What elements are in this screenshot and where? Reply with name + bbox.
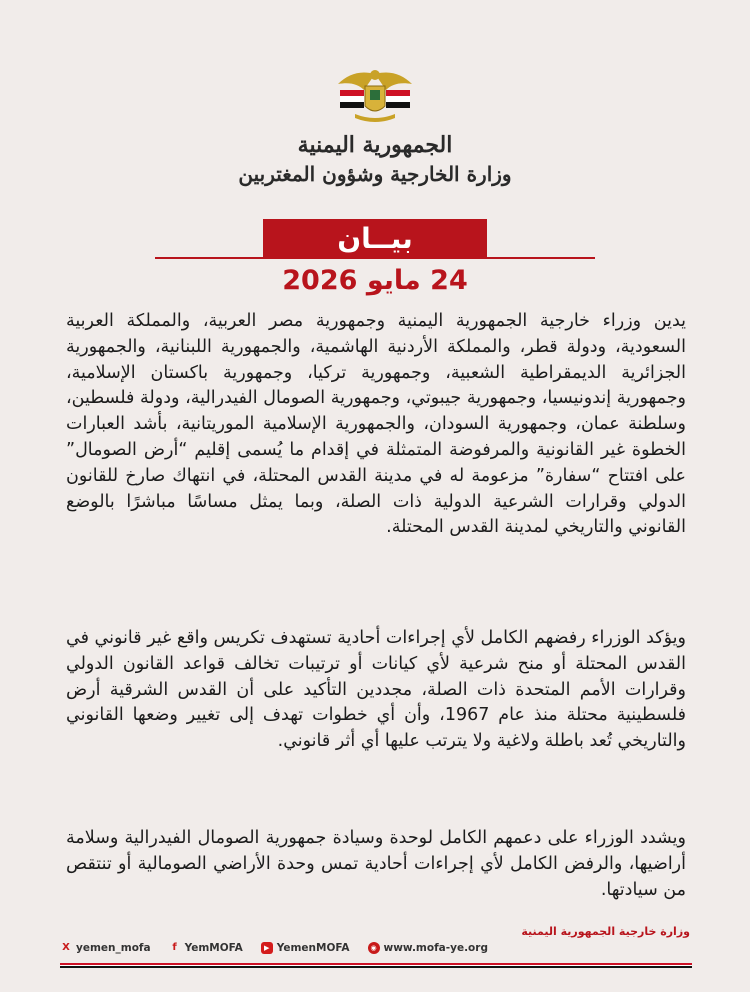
paragraph-text: يدين وزراء خارجية الجمهورية اليمنية وجمهورية مصر العربية، والمملكة العربية السعودية، ودولة قطر، والمملكة الأردنية الهاشمية، والجمهورية اللبنانية، والجمهورية الجزائرية الديمقراطية الشعبية، وجمهورية تركيا، وجمهورية باكستان الإسلامية، وجمهورية إندونيسيا، وجمهورية جيبوتي، وجمهورية الصومال الفيدرالية، ودولة فلسطين، وسلطنة عمان، وجمهورية السودان، والجمهورية الإسلامية الموريتانية، بأشد العبارات الخطوة غير القانونية والمرفوضة المتمثلة في إقدام ما يُسمى إقليم “أرض الصومال” على افتتاح “سفارة” مزعومة له في مدينة القدس المحتلة، في انتهاك صارخ للقانون الدولي وقرارات الشرعية الدولية ذات الصلة، وبما يمثل مساسًا مباشرًا بالوضع القانوني والتاريخي لمدينة القدس المحتلة. bbox=[66, 311, 686, 538]
web-icon: ◉ bbox=[368, 942, 380, 954]
footer-signature: وزارة خارجية الجمهورية اليمنية bbox=[521, 925, 690, 938]
social-label: www.mofa-ye.org bbox=[383, 942, 488, 954]
paragraph-text: ويؤكد الوزراء رفضهم الكامل لأي إجراءات أحادية تستهدف تكريس واقع غير قانوني في القدس المحتلة أو منح شرعية لأي كيانات أو ترتيبات تخالف قواعد القانون الدولي وقرارات الأمم المتحدة ذات الصلة، مجددين التأكيد على أن القدس الشرقية أرض فلسطينية محتلة منذ عام 1967، وأن أي خطوات تهدف إلى تغيير وضعها القانوني والتاريخي تُعد باطلة ولاغية ولا يترتب عليها أي أثر قانوني. bbox=[66, 628, 686, 752]
flag-stripe bbox=[60, 963, 692, 968]
paragraph-3 bbox=[66, 826, 686, 903]
statement-date: 24 مايو 2026 bbox=[282, 265, 468, 296]
yemen-emblem-icon bbox=[330, 66, 420, 126]
social-web[interactable] bbox=[368, 942, 488, 954]
social-label: yemen_mofa bbox=[76, 942, 151, 954]
paragraph-text: ويشدد الوزراء على دعمهم الكامل لوحدة وسيادة جمهورية الصومال الفيدرالية وسلامة أراضيها، والرفض الكامل لأي إجراءات أحادية تمس وحدة الأراضي الصومالية أو تنتقص من سيادتها. bbox=[66, 828, 686, 900]
paragraph-2 bbox=[66, 626, 686, 755]
social-facebook[interactable] bbox=[169, 942, 243, 954]
x-icon: X bbox=[62, 942, 70, 953]
social-youtube[interactable] bbox=[261, 942, 350, 954]
ministry-name: وزارة الخارجية وشؤون المغتربين bbox=[238, 162, 512, 186]
social-label: YemenMOFA bbox=[276, 942, 350, 954]
social-x[interactable] bbox=[60, 942, 151, 954]
social-links bbox=[60, 939, 692, 957]
statement-title: بيــان bbox=[263, 219, 487, 259]
paragraph-1 bbox=[66, 309, 686, 541]
youtube-icon: ▶ bbox=[261, 942, 273, 954]
country-name: الجمهورية اليمنية bbox=[297, 132, 453, 158]
facebook-icon: f bbox=[172, 942, 177, 953]
social-label: YemMOFA bbox=[184, 942, 243, 954]
